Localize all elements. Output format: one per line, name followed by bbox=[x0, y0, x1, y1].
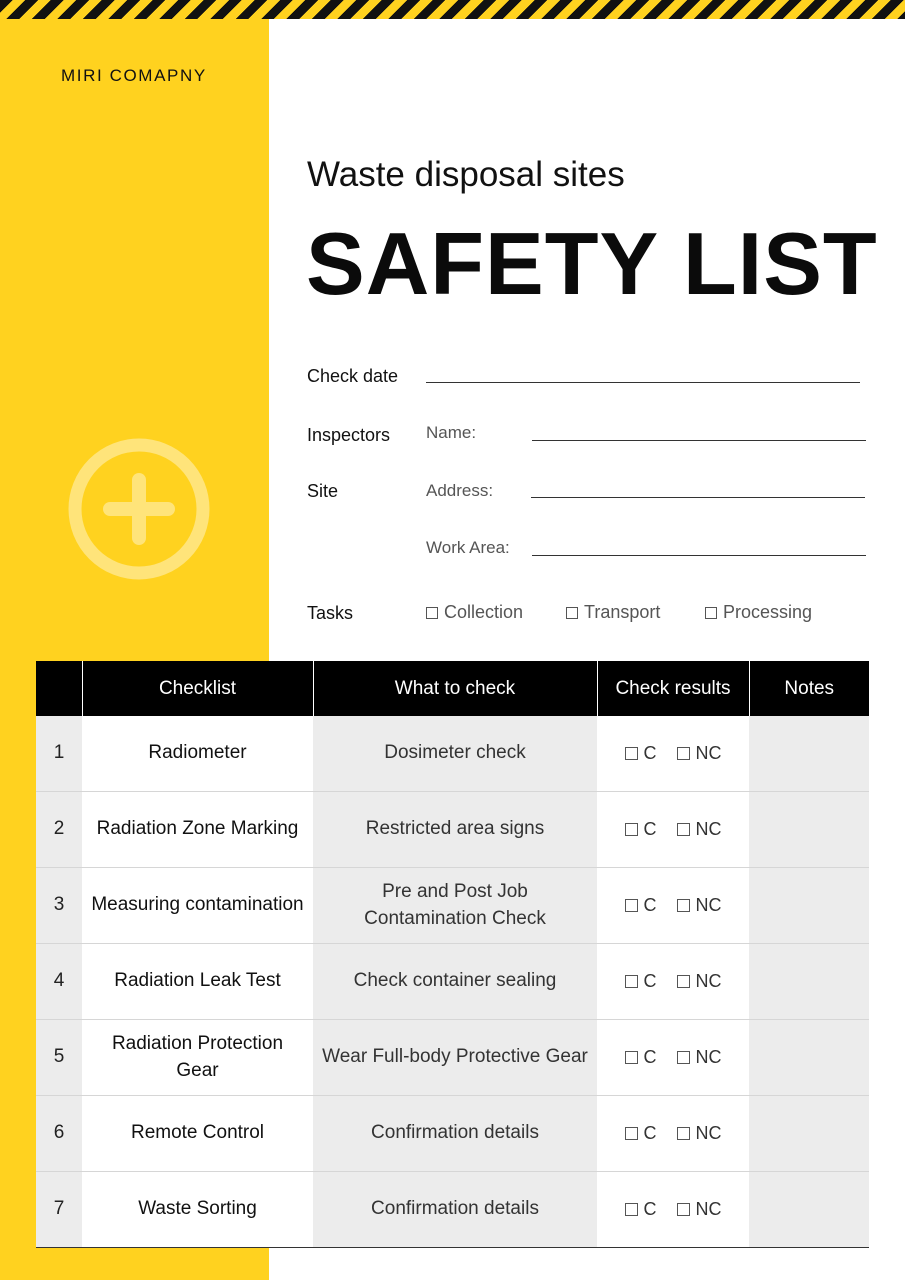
company-name: MIRI COMAPNY bbox=[61, 66, 207, 85]
check-date-field[interactable] bbox=[426, 382, 860, 383]
page-title: SAFETY LIST bbox=[306, 214, 878, 313]
non-compliant-checkbox[interactable] bbox=[677, 1045, 722, 1070]
compliant-label: C bbox=[643, 1046, 657, 1067]
table-row bbox=[36, 944, 869, 1020]
compliant-checkbox[interactable] bbox=[625, 1197, 657, 1222]
compliant-label: C bbox=[643, 1122, 657, 1143]
header-notes: Notes bbox=[749, 661, 869, 716]
compliant-checkbox[interactable] bbox=[625, 741, 657, 766]
what-to-check: Pre and Post Job Contamination Check bbox=[313, 868, 597, 944]
non-compliant-checkbox[interactable] bbox=[677, 817, 722, 842]
row-number: 2 bbox=[36, 792, 82, 868]
table-row bbox=[36, 1096, 869, 1172]
hazard-stripe bbox=[0, 0, 905, 19]
what-to-check: Dosimeter check bbox=[313, 716, 597, 792]
name-field[interactable] bbox=[532, 440, 866, 441]
checkbox-icon bbox=[677, 747, 690, 760]
checkbox-icon bbox=[677, 975, 690, 988]
task-collection-checkbox[interactable] bbox=[426, 602, 523, 623]
row-number: 7 bbox=[36, 1172, 82, 1248]
non-compliant-label: NC bbox=[695, 742, 722, 763]
task-label: Transport bbox=[584, 602, 661, 622]
table-row bbox=[36, 1172, 869, 1248]
inspectors-label: Inspectors bbox=[307, 425, 391, 445]
checklist-item: Radiation Protection Gear bbox=[82, 1020, 313, 1096]
table-row bbox=[36, 716, 869, 792]
row-number: 4 bbox=[36, 944, 82, 1020]
check-results-cell bbox=[597, 944, 749, 1020]
notes-cell[interactable] bbox=[749, 944, 869, 1020]
checkbox-icon bbox=[677, 1127, 690, 1140]
work-area-field[interactable] bbox=[532, 555, 866, 556]
check-results-cell bbox=[597, 716, 749, 792]
check-results-cell bbox=[597, 792, 749, 868]
checkbox-icon bbox=[566, 607, 578, 619]
non-compliant-checkbox[interactable] bbox=[677, 893, 722, 918]
address-field[interactable] bbox=[531, 497, 865, 498]
checkbox-icon bbox=[625, 823, 638, 836]
what-to-check: Restricted area signs bbox=[313, 792, 597, 868]
check-date-label: Check date bbox=[307, 366, 399, 386]
table-header-row bbox=[36, 661, 869, 716]
non-compliant-label: NC bbox=[695, 1046, 722, 1067]
non-compliant-checkbox[interactable] bbox=[677, 1121, 722, 1146]
row-number: 5 bbox=[36, 1020, 82, 1096]
what-to-check: Wear Full-body Protective Gear bbox=[313, 1020, 597, 1096]
row-number: 1 bbox=[36, 716, 82, 792]
non-compliant-checkbox[interactable] bbox=[677, 969, 722, 994]
non-compliant-label: NC bbox=[695, 970, 722, 991]
page-subtitle: Waste disposal sites bbox=[307, 155, 625, 194]
non-compliant-label: NC bbox=[695, 1198, 722, 1219]
notes-cell[interactable] bbox=[749, 868, 869, 944]
checkbox-icon bbox=[677, 1203, 690, 1216]
checkbox-icon bbox=[677, 823, 690, 836]
check-results-cell bbox=[597, 1096, 749, 1172]
task-label: Processing bbox=[723, 602, 813, 622]
header-check-results: Check results bbox=[597, 661, 749, 716]
table-row bbox=[36, 1020, 869, 1096]
table-row bbox=[36, 792, 869, 868]
checkbox-icon bbox=[625, 899, 638, 912]
row-number: 6 bbox=[36, 1096, 82, 1172]
check-results-cell bbox=[597, 868, 749, 944]
checkbox-icon bbox=[677, 1051, 690, 1064]
checkbox-icon bbox=[625, 1051, 638, 1064]
name-label: Name: bbox=[426, 423, 477, 442]
non-compliant-checkbox[interactable] bbox=[677, 1197, 722, 1222]
checkbox-icon bbox=[625, 1203, 638, 1216]
row-number: 3 bbox=[36, 868, 82, 944]
notes-cell[interactable] bbox=[749, 1172, 869, 1248]
compliant-checkbox[interactable] bbox=[625, 1045, 657, 1070]
table-row bbox=[36, 868, 869, 944]
checkbox-icon bbox=[625, 975, 638, 988]
what-to-check: Check container sealing bbox=[313, 944, 597, 1020]
check-results-cell bbox=[597, 1020, 749, 1096]
notes-cell[interactable] bbox=[749, 1096, 869, 1172]
compliant-checkbox[interactable] bbox=[625, 969, 657, 994]
site-label: Site bbox=[307, 481, 339, 501]
notes-cell[interactable] bbox=[749, 792, 869, 868]
checklist-item: Radiation Leak Test bbox=[82, 944, 313, 1020]
non-compliant-label: NC bbox=[695, 1122, 722, 1143]
plus-circle-icon bbox=[66, 436, 212, 582]
task-label: Collection bbox=[444, 602, 524, 622]
check-results-cell bbox=[597, 1172, 749, 1248]
work-area-label: Work Area: bbox=[426, 538, 510, 557]
checkbox-icon bbox=[625, 1127, 638, 1140]
notes-cell[interactable] bbox=[749, 1020, 869, 1096]
checklist-item: Radiometer bbox=[82, 716, 313, 792]
safety-checklist-table bbox=[36, 661, 869, 1248]
address-label: Address: bbox=[426, 481, 494, 500]
compliant-label: C bbox=[643, 894, 657, 915]
non-compliant-checkbox[interactable] bbox=[677, 741, 722, 766]
checklist-item: Radiation Zone Marking bbox=[82, 792, 313, 868]
what-to-check: Confirmation details bbox=[313, 1096, 597, 1172]
compliant-label: C bbox=[643, 818, 657, 839]
checklist-item: Remote Control bbox=[82, 1096, 313, 1172]
compliant-checkbox[interactable] bbox=[625, 1121, 657, 1146]
non-compliant-label: NC bbox=[695, 818, 722, 839]
notes-cell[interactable] bbox=[749, 716, 869, 792]
header-number bbox=[36, 661, 82, 716]
non-compliant-label: NC bbox=[695, 894, 722, 915]
compliant-label: C bbox=[643, 970, 657, 991]
checkbox-icon bbox=[677, 899, 690, 912]
task-transport-checkbox[interactable] bbox=[566, 602, 660, 623]
compliant-label: C bbox=[643, 742, 657, 763]
header-what-to-check: What to check bbox=[313, 661, 597, 716]
task-processing-checkbox[interactable] bbox=[705, 602, 812, 623]
header-checklist: Checklist bbox=[82, 661, 313, 716]
compliant-label: C bbox=[643, 1198, 657, 1219]
checkbox-icon bbox=[705, 607, 717, 619]
compliant-checkbox[interactable] bbox=[625, 893, 657, 918]
checklist-item: Measuring contamination bbox=[82, 868, 313, 944]
what-to-check: Confirmation details bbox=[313, 1172, 597, 1248]
checklist-item: Waste Sorting bbox=[82, 1172, 313, 1248]
tasks-label: Tasks bbox=[307, 603, 354, 623]
checkbox-icon bbox=[426, 607, 438, 619]
checkbox-icon bbox=[625, 747, 638, 760]
compliant-checkbox[interactable] bbox=[625, 817, 657, 842]
